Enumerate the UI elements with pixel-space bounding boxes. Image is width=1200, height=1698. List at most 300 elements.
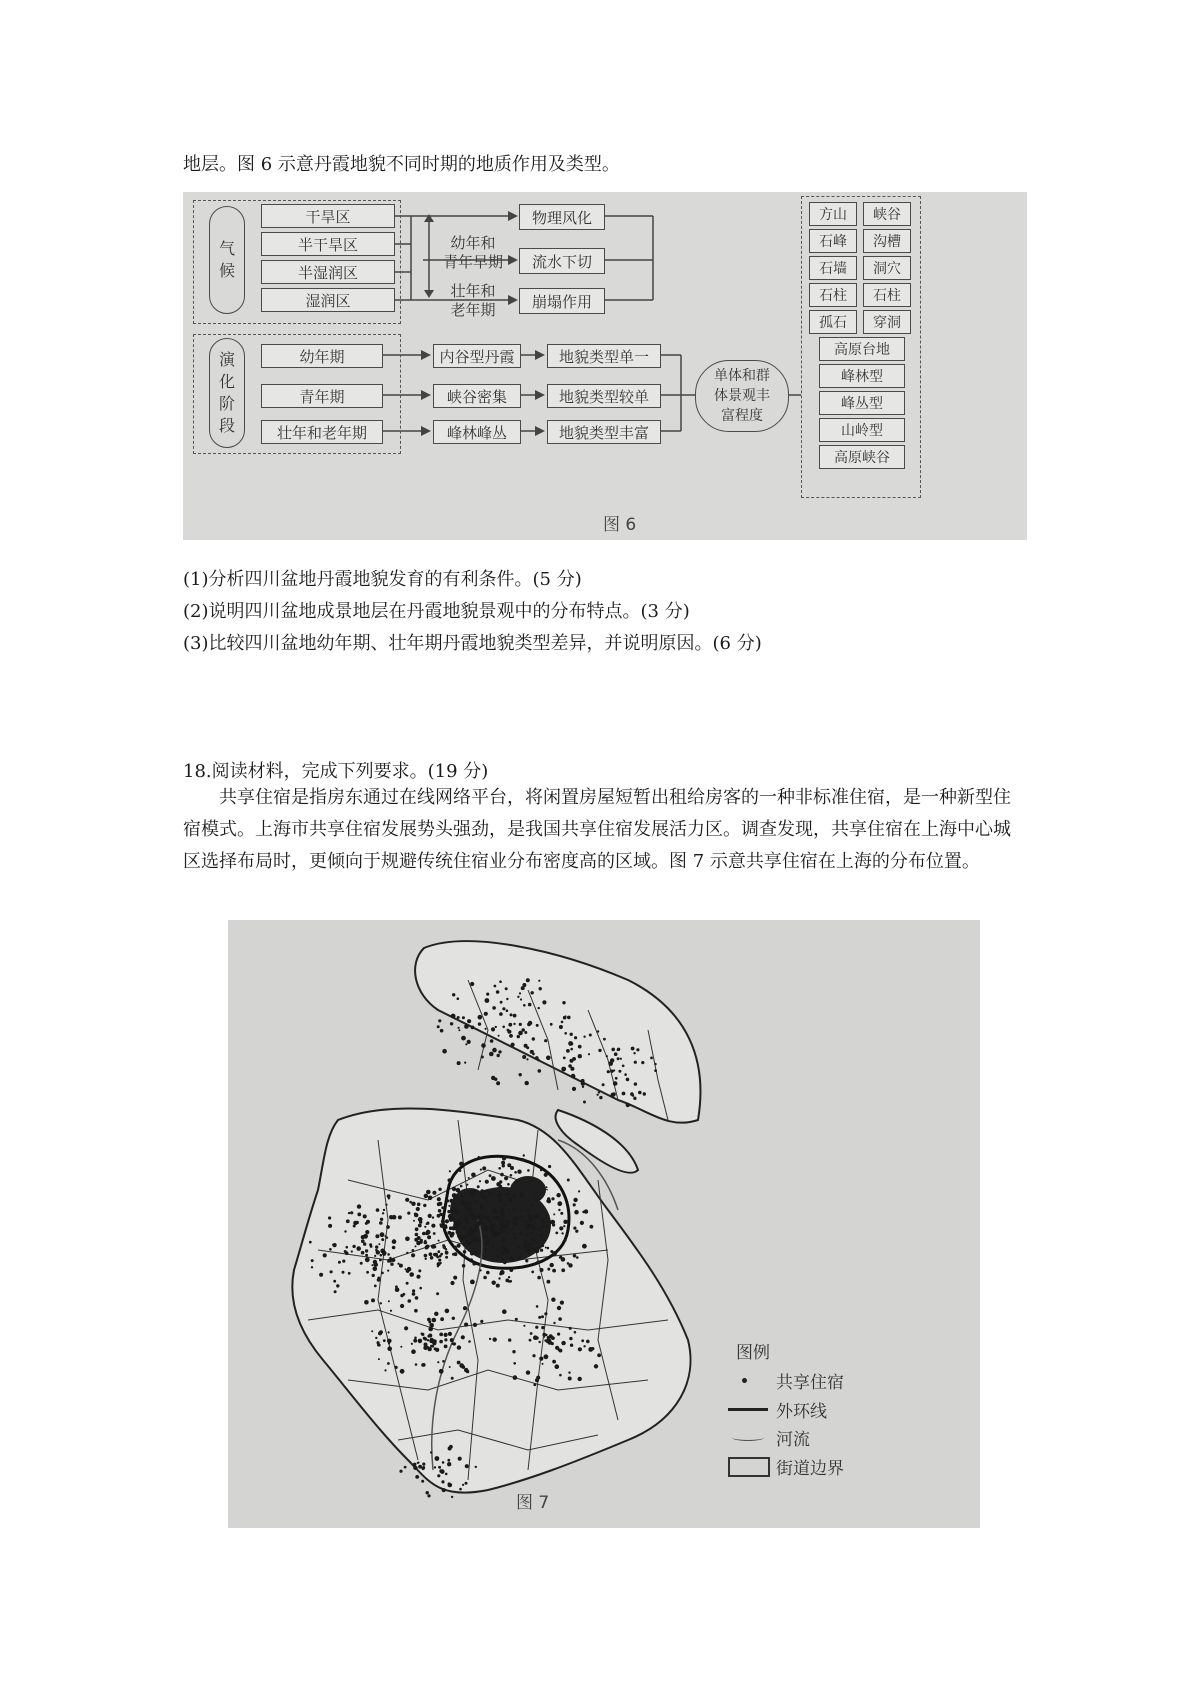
lodging-point: [497, 1054, 500, 1057]
lodging-point: [481, 1056, 484, 1059]
lodging-point: [578, 1347, 582, 1351]
lodging-point: [485, 1180, 489, 1184]
climate-zone-humid: 湿润区: [261, 288, 395, 312]
lodging-point: [382, 1212, 384, 1214]
lodging-point: [496, 1284, 500, 1288]
lodging-point: [617, 1057, 620, 1060]
lodging-point: [505, 1220, 507, 1222]
lodging-point: [521, 1158, 525, 1162]
lodging-point: [535, 1249, 540, 1254]
lodging-point: [399, 1470, 402, 1473]
lodging-point: [398, 1215, 402, 1219]
lodging-point: [459, 1162, 463, 1166]
lodging-point: [491, 1233, 494, 1236]
lodging-point: [527, 1227, 530, 1230]
lodging-point: [365, 1222, 368, 1225]
lodging-point: [465, 1464, 469, 1468]
lodging-point: [597, 1094, 599, 1096]
climate-zone-semi-humid: 半湿润区: [261, 260, 395, 284]
lodging-point: [528, 1214, 532, 1218]
lodging-point: [517, 1035, 520, 1038]
lodging-point: [514, 1236, 517, 1239]
lodging-point: [365, 1230, 369, 1234]
lodging-point: [500, 1209, 505, 1214]
lodging-point: [523, 1244, 527, 1248]
lodging-point: [424, 1338, 427, 1341]
lodging-point: [470, 1226, 472, 1228]
lodging-point: [431, 1224, 435, 1228]
lodging-point: [531, 1271, 534, 1274]
lodging-point: [441, 1480, 444, 1483]
lodging-point: [348, 1212, 350, 1214]
lodging-point: [407, 1212, 410, 1215]
chongming-island: [415, 941, 700, 1123]
lodging-point: [495, 1225, 498, 1228]
lodging-point: [615, 1077, 618, 1080]
lodging-point: [499, 1012, 503, 1016]
lodging-point: [530, 1332, 533, 1335]
lodging-point: [517, 1170, 521, 1174]
lodging-point: [502, 1007, 505, 1010]
lodging-point: [422, 1463, 425, 1466]
lodging-point: [489, 1174, 492, 1177]
lodging-point: [452, 1253, 455, 1256]
lodging-point: [390, 1310, 392, 1312]
question-3: (3)比较四川盆地幼年期、壮年期丹霞地貌类型差异，并说明原因。(6 分): [183, 633, 762, 654]
lodging-point: [506, 998, 508, 1000]
lodging-point: [357, 1204, 361, 1208]
lodging-point: [411, 1253, 415, 1257]
lodging-point: [350, 1211, 353, 1214]
lodging-point: [387, 1270, 389, 1272]
lodging-point: [447, 1462, 451, 1466]
lodging-point: [465, 1220, 469, 1224]
lodging-point: [387, 1259, 389, 1261]
lodging-point: [445, 1309, 450, 1314]
shanghai-map: [228, 920, 980, 1528]
lodging-point: [470, 1193, 473, 1196]
lodging-point: [578, 1377, 582, 1381]
lodging-point: [451, 1014, 456, 1019]
lodging-point: [633, 1052, 635, 1054]
lodging-point: [456, 1231, 459, 1234]
lodging-point: [468, 1177, 470, 1179]
lodging-point: [570, 1033, 573, 1036]
lodging-point: [380, 1254, 383, 1257]
lodging-point: [458, 1027, 460, 1029]
lodging-point: [449, 1366, 451, 1368]
lodging-point: [479, 1180, 481, 1182]
lodging-point: [471, 1238, 475, 1242]
lodging-point: [462, 1484, 464, 1486]
lodging-point: [518, 1257, 522, 1261]
lodging-point: [564, 1239, 567, 1242]
lodging-point: [578, 1045, 582, 1049]
lodging-point: [498, 1167, 501, 1170]
lodging-point: [511, 1228, 514, 1231]
lodging-point: [514, 1171, 517, 1174]
lodging-point: [426, 1230, 431, 1235]
lodging-point: [411, 1349, 416, 1354]
lodging-point: [319, 1273, 323, 1277]
lodging-point: [489, 1338, 491, 1340]
lodging-point: [517, 1246, 520, 1249]
lodging-point: [570, 1344, 573, 1347]
lodging-point: [513, 1375, 518, 1380]
lodging-point: [476, 1223, 480, 1227]
lodging-point: [492, 1216, 495, 1219]
lodging-point: [482, 1215, 485, 1218]
lodging-point: [463, 1306, 467, 1310]
lodging-point: [476, 1251, 479, 1254]
lodging-point: [506, 1009, 509, 1012]
lodging-point: [526, 1046, 529, 1049]
lodging-point: [513, 1233, 516, 1236]
lodging-point: [357, 1213, 361, 1217]
lodging-point: [484, 1227, 488, 1231]
lodging-point: [569, 1327, 572, 1330]
lodging-point: [453, 1342, 456, 1345]
lodging-point: [586, 1340, 590, 1344]
lodging-point: [535, 1326, 538, 1329]
lodging-point: [509, 1034, 513, 1038]
lodging-point: [419, 1220, 422, 1223]
lodging-point: [465, 1207, 468, 1210]
lodging-point: [475, 1466, 477, 1468]
lodging-point: [560, 1301, 564, 1305]
lodging-point: [520, 1232, 523, 1235]
lodging-point: [448, 1483, 453, 1488]
lodging-point: [566, 1221, 568, 1223]
lodging-point: [430, 1256, 434, 1260]
lodging-point: [404, 1466, 407, 1469]
lodging-point: [363, 1234, 368, 1239]
lodging-point: [356, 1246, 361, 1251]
lodging-point: [437, 1361, 439, 1363]
lodging-point: [430, 1345, 433, 1348]
lodging-point: [405, 1237, 410, 1242]
lodging-point: [476, 1238, 480, 1242]
lodging-point: [617, 1048, 620, 1051]
lodging-point: [414, 1238, 418, 1242]
lodging-point: [352, 1245, 355, 1248]
lodging-point: [387, 1362, 390, 1365]
lodging-point: [387, 1253, 390, 1256]
lodging-point: [415, 1233, 419, 1237]
lodging-point: [460, 1216, 462, 1218]
lodging-point: [537, 1059, 540, 1062]
lodging-point: [488, 1220, 491, 1223]
lodging-point: [553, 1322, 555, 1324]
lodging-point: [531, 1238, 534, 1241]
lodging-point: [445, 1256, 448, 1259]
lodging-point: [607, 1070, 610, 1073]
lodging-point: [555, 1232, 558, 1235]
lodging-point: [538, 1007, 540, 1009]
landform-single-0: 高原台地: [819, 337, 905, 361]
lodging-point: [442, 1360, 445, 1363]
lodging-point: [523, 1004, 526, 1007]
lodging-point: [444, 1333, 448, 1337]
lodging-point: [433, 1232, 436, 1235]
lodging-point: [421, 1333, 424, 1336]
lodging-point: [495, 1026, 497, 1028]
landform-single-1: 峰林型: [819, 364, 905, 388]
lodging-point: [442, 1461, 445, 1464]
lodging-point: [462, 1016, 465, 1019]
lodging-point: [550, 1023, 553, 1026]
lodging-point: [390, 1263, 393, 1266]
lodging-point: [378, 1344, 381, 1347]
lodging-point: [486, 1241, 489, 1244]
lodging-point: [582, 1086, 584, 1088]
lodging-point: [552, 1251, 557, 1256]
lodging-point: [491, 1076, 495, 1080]
lodging-point: [342, 1271, 345, 1274]
lodging-point: [378, 1358, 380, 1360]
variety-few: 地貌类型较单: [547, 384, 661, 408]
lodging-point: [484, 1012, 488, 1016]
lodging-point: [505, 987, 508, 990]
lodging-point: [481, 1193, 483, 1195]
lodging-point: [378, 1331, 382, 1335]
lodging-point: [492, 1048, 497, 1053]
lodging-point: [498, 1277, 500, 1279]
lodging-point: [470, 1252, 474, 1256]
lodging-point: [483, 1235, 487, 1239]
lodging-point: [437, 1265, 439, 1267]
lodging-point: [464, 1235, 468, 1239]
lodging-point: [457, 1061, 461, 1065]
lodging-point: [561, 1341, 565, 1345]
lodging-point: [544, 1312, 547, 1315]
legend-lodging: 共享住宿: [776, 1373, 844, 1393]
lodging-point: [450, 1281, 454, 1285]
lodging-point: [526, 1370, 530, 1374]
lodging-point: [467, 1232, 472, 1237]
lodging-point: [353, 1225, 356, 1228]
lodging-point: [540, 1169, 542, 1171]
lodging-point: [414, 1309, 418, 1313]
lodging-point: [472, 1215, 477, 1220]
variety-rich: 地貌类型丰富: [547, 420, 661, 444]
lodging-point: [532, 1354, 535, 1357]
lodging-point: [547, 1199, 551, 1203]
lodging-point: [427, 1339, 429, 1341]
lodging-point: [449, 1226, 453, 1230]
lodging-point: [498, 1050, 501, 1053]
lodging-point: [618, 1070, 621, 1073]
lodging-point: [441, 1206, 444, 1209]
lodging-point: [539, 987, 542, 990]
lodging-point: [420, 1239, 423, 1242]
intro-line: 地层。图 6 示意丹霞地貌不同时期的地质作用及类型。: [183, 154, 620, 175]
lodging-point: [462, 1264, 466, 1268]
lodging-point: [432, 1318, 437, 1323]
lodging-point: [416, 1275, 420, 1279]
lodging-point: [505, 1193, 508, 1196]
lodging-point: [502, 1026, 505, 1029]
lodging-point: [388, 1300, 390, 1302]
lodging-point: [445, 1219, 449, 1223]
lodging-point: [567, 1179, 570, 1182]
lodging-point: [494, 985, 497, 988]
lodging-point: [498, 1035, 500, 1037]
lodging-point: [371, 1264, 373, 1266]
lodging-point: [427, 1335, 430, 1338]
lodging-point: [470, 1203, 472, 1205]
lodging-point: [441, 1220, 445, 1224]
lodging-point: [500, 1219, 505, 1224]
form-inner-valley: 内谷型丹霞: [433, 344, 521, 368]
lodging-point: [419, 1287, 422, 1290]
lodging-point: [460, 1222, 462, 1224]
lodging-point: [523, 1325, 525, 1327]
lodging-point: [545, 1247, 547, 1249]
lodging-point: [409, 1272, 414, 1277]
lodging-point: [501, 1161, 505, 1165]
lodging-point: [375, 1234, 379, 1238]
lodging-point: [563, 1057, 566, 1060]
stage-young: 幼年期: [261, 344, 383, 368]
lodging-point: [464, 1024, 469, 1029]
lodging-point: [580, 1221, 584, 1225]
lodging-point: [582, 1211, 585, 1214]
lodging-point: [311, 1266, 313, 1268]
lodging-point: [437, 1197, 441, 1201]
lodging-point: [465, 1482, 468, 1485]
lodging-point: [574, 1331, 577, 1334]
lodging-point: [436, 1256, 439, 1259]
lodging-point: [556, 1193, 560, 1197]
lodging-point: [555, 1364, 560, 1369]
lodging-point: [388, 1197, 390, 1199]
landform-0-0: 方山: [809, 202, 857, 226]
lodging-point: [570, 1048, 573, 1051]
lodging-point: [538, 1069, 542, 1073]
lodging-point: [473, 1189, 476, 1192]
lodging-point: [428, 1321, 431, 1324]
lodging-point: [574, 1036, 577, 1039]
lodging-point: [591, 1347, 594, 1350]
lodging-point: [505, 1279, 509, 1283]
lodging-point: [558, 1209, 560, 1211]
lodging-point: [485, 1028, 487, 1030]
lodging-point: [528, 1218, 533, 1223]
lodging-point: [523, 1240, 526, 1243]
lodging-point: [459, 1169, 462, 1172]
lodging-point: [479, 1215, 482, 1218]
lodging-point: [418, 1465, 422, 1469]
lodging-point: [496, 1081, 500, 1085]
lodging-point: [346, 1246, 349, 1249]
lodging-point: [432, 1216, 434, 1218]
lodging-point: [428, 1196, 433, 1201]
lodging-point: [552, 1269, 556, 1273]
lodging-point: [415, 1227, 419, 1231]
lodging-point: [496, 1195, 498, 1197]
lodging-point: [466, 1370, 469, 1373]
lodging-point: [581, 1339, 584, 1342]
lodging-point: [364, 1300, 369, 1305]
lodging-point: [504, 1176, 508, 1180]
lodging-point: [477, 1185, 480, 1188]
stage-mature: 壮年和老年期: [261, 420, 383, 444]
lodging-point: [448, 1178, 452, 1182]
lodging-point: [418, 1224, 422, 1228]
lodging-point: [444, 1345, 448, 1349]
lodging-point: [480, 1320, 483, 1323]
lodging-point: [467, 1242, 471, 1246]
lodging-point: [515, 1318, 518, 1321]
lodging-point: [381, 1238, 384, 1241]
lodging-point: [558, 1348, 561, 1351]
lodging-point: [534, 1214, 538, 1218]
lodging-point: [597, 1353, 601, 1357]
lodging-point: [545, 1334, 547, 1336]
lodging-point: [578, 1190, 580, 1192]
lodging-point: [464, 1062, 466, 1064]
lodging-point: [461, 1195, 463, 1197]
lodging-point: [611, 1093, 616, 1098]
landform-2-0: 石墙: [809, 256, 857, 280]
lodging-point: [478, 1015, 483, 1020]
lodging-point: [451, 1209, 455, 1213]
lodging-point: [506, 1251, 509, 1254]
lodging-point: [464, 1323, 468, 1327]
lodging-point: [491, 1212, 494, 1215]
lodging-point: [498, 1198, 503, 1203]
lodging-point: [480, 1196, 482, 1198]
lodging-point: [363, 1242, 366, 1245]
lodging-point: [501, 1251, 506, 1256]
lodging-point: [603, 1038, 606, 1041]
lodging-point: [386, 1237, 388, 1239]
lodging-point: [504, 1225, 506, 1227]
lodging-point: [418, 1339, 423, 1344]
lodging-point: [582, 1244, 587, 1249]
lodging-point: [541, 1315, 544, 1318]
lodging-point: [485, 998, 490, 1003]
landform-4-0: 孤石: [809, 310, 857, 334]
lodging-point: [520, 1193, 524, 1197]
lodging-point: [533, 1196, 535, 1198]
lodging-point: [511, 1043, 515, 1047]
lodging-point: [622, 1092, 626, 1096]
lodging-point: [636, 1048, 639, 1051]
lodging-point: [543, 1239, 545, 1241]
lodging-point: [433, 1245, 436, 1248]
lodging-point: [426, 1190, 431, 1195]
lodging-point: [490, 1223, 494, 1227]
lodging-point: [385, 1204, 387, 1206]
form-peak-forest: 峰林峰丛: [433, 420, 521, 444]
lodging-point: [632, 1094, 635, 1097]
lodging-point: [501, 1239, 504, 1242]
lodging-point: [452, 1317, 455, 1320]
lodging-point: [459, 1488, 462, 1491]
lodging-point: [485, 1249, 487, 1251]
lodging-point: [558, 1317, 562, 1321]
lodging-point: [502, 1230, 505, 1233]
lodging-point: [529, 1339, 532, 1342]
lodging-point: [488, 1192, 492, 1196]
climate-zone-arid: 干旱区: [261, 204, 395, 228]
lodging-point: [438, 1466, 440, 1468]
question-1: (1)分析四川盆地丹霞地貌发育的有利条件。(5 分): [183, 569, 582, 590]
lodging-point: [560, 1212, 563, 1215]
lodging-point: [383, 1339, 386, 1342]
